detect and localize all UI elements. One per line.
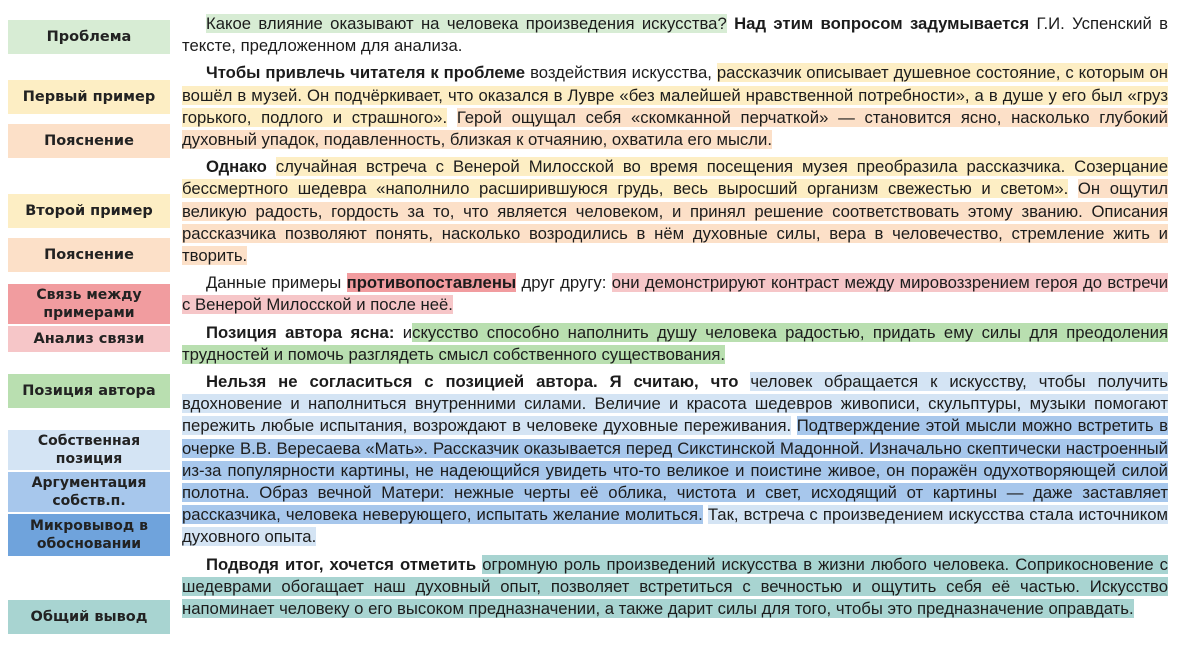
paragraph-second-example: Однако случайная встреча с Венерой Милосской во время посещения музея преобразила рассказчика. Созерцание бессмертного шедевра «наполнило расширившуюся грудь, весь выросший организм свежестью и светом». Он ощутил великую радость, гордость за то, что является человеком, и принял решение соответствовать этому званию. Описания рассказчика позволяют понять, насколько возродились в нём духовные силы, вера в человечество, стремление жить и творить. <box>182 157 1169 266</box>
label-first-example: Первый пример <box>8 80 170 114</box>
paragraph-author-position: Позиция автора ясна: искусство способно наполнить душу человека радостью, придать ему силы для преодоления трудностей и помочь разглядеть смысл собственного существования. <box>182 322 1168 364</box>
label-explanation-1: Пояснение <box>8 124 170 158</box>
label-general-conclusion: Общий вывод <box>8 600 170 634</box>
label-explanation-2: Пояснение <box>8 238 170 272</box>
essay-text <box>182 13 1168 625</box>
paragraph-conclusion: Подводя итог, хочется отметить огромную роль произведений искусства в жизни любого человека. Соприкосновение с шедеврами обогащает наш духовный опыт, позволяет встретиться с вечностью и ощутить себя её частью. Искусство напоминает человеку о его высоком предназначении, а также дарит силы для того, чтобы это предназначение оправдать. <box>182 554 1169 619</box>
paragraph-link: Данные примеры противопоставлены друг другу: они демонстрируют контраст между мировоззрением героя до встречи с Венерой Милосской и после неё. <box>182 273 1169 315</box>
label-link-analysis: Анализ связи <box>8 326 170 352</box>
paragraph-own-position: Нельзя не согласиться с позицией автора. Я считаю, что человек обращается к искусству, чтобы получить вдохновение и наполниться внутренними силами. Величие и красота шедевров живописи, скульптуры, музыки помогают пережить любые испытания, возрождают в человеке духовные переживания. Подтверждение этой мысли можно встретить в очерке В.В. Вересаева «Мать». Рассказчик оказывается перед Сикстинской Мадонной. Изначально скептически настроенный из-за популярности картины, не надеющийся увидеть что-то великое и поистине живое, он поражён одухотворяющей силой полотна. Образ вечной Матери: нежные черты её облика, чистота и свет, исходящий от картины — даже заставляет рассказчика, человека неверующего, испытать желание молиться. Так, встреча с произведением искусства стала источником духовного опыта. <box>182 372 1168 547</box>
label-problem: Проблема <box>8 20 170 54</box>
label-second-example: Второй пример <box>8 194 170 228</box>
label-link-between-examples: Связь между примерами <box>8 284 170 324</box>
paragraph-problem: Какое влияние оказывают на человека произведения искусства? Над этим вопросом задумывается Г.И. Успенский в тексте, предложенном для анализа. <box>182 14 1169 56</box>
label-argumentation: Аргументация собств.п. <box>8 472 170 512</box>
label-micro-conclusion: Микровывод в обосновании <box>8 514 170 556</box>
label-own-position: Собственная позиция <box>8 430 170 470</box>
paragraph-first-example: Чтобы привлечь читателя к проблеме воздействия искусства, рассказчик описывает душевное состояние, с которым он вошёл в музей. Он подчёркивает, что оказался в Лувре «без малейшей нравственной потребности», а в душе у его был «груз горького, подлого и страшного». Герой ощущал себя «скомканной перчаткой» — становится ясно, насколько глубокий духовный упадок, подавленность, близкая к отчаянию, охватила его мысли. <box>182 63 1168 150</box>
label-author-position: Позиция автора <box>8 374 170 408</box>
